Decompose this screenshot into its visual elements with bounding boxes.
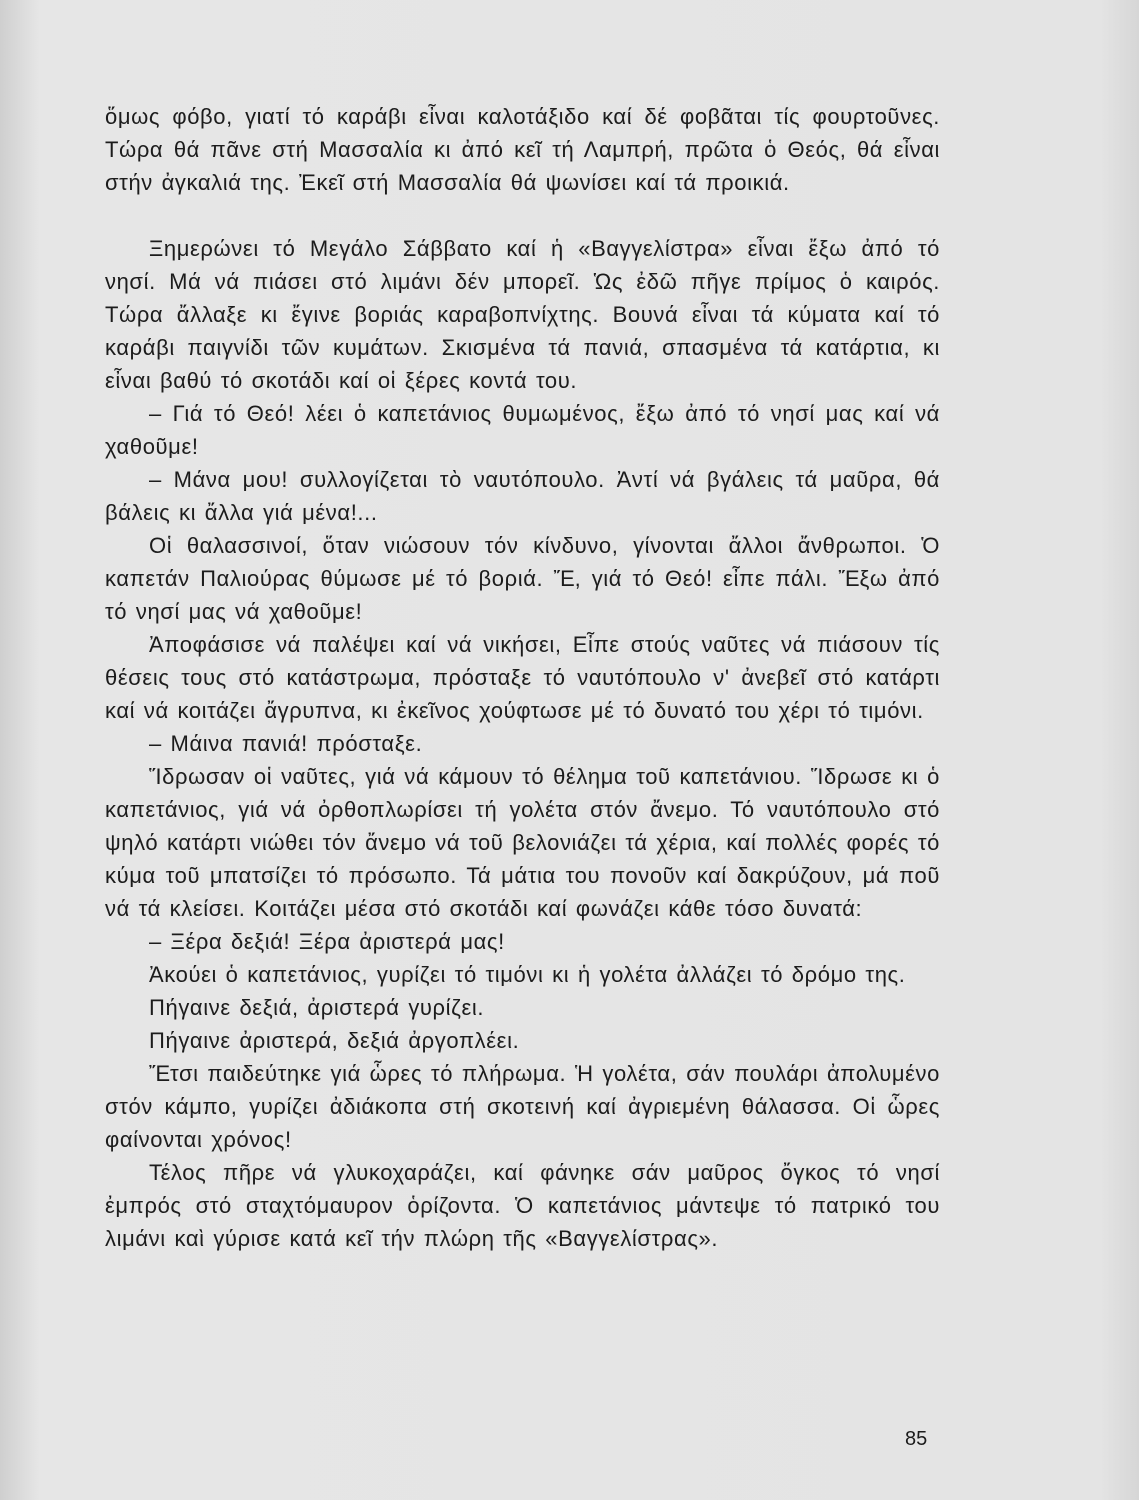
page-number: 85: [905, 1428, 928, 1450]
paragraph-7: – Μάινα πανιά! πρόσταξε.: [149, 731, 423, 756]
paragraph-12: Πήγαινε ἀριστερά, δεξιά ἀργοπλέει.: [149, 1028, 520, 1053]
paragraph-8: Ἵδρωσαν οἱ ναῦτες, γιά νά κάμουν τό θέλημα τοῦ καπετάνιου. Ἵδρωσε κι ὁ καπετάνιος, γιά νά ὀρθοπλωρίσει τή γολέτα στόν ἄνεμο. Τό ναυτόπουλο στό ψηλό κατάρτι νιώθει τόν ἄνεμο νά τοῦ βελονιάζει τά χέρια, καί πολλές φορές τό κύμα τοῦ μπατσίζει τό πρόσωπο. Τά μάτια του πονοῦν καί δακρύζουν, μά ποῦ νά τά κλείσει. Κοιτάζει μέσα στό σκοτάδι καί φωνάζει κάθε τόσο δυνατά:: [105, 764, 940, 921]
paragraph-11: Πήγαινε δεξιά, ἀριστερά γυρίζει.: [149, 995, 485, 1020]
paragraph-10: Ἀκούει ὁ καπετάνιος, γυρίζει τό τιμόνι κι ἡ γολέτα ἀλλάζει τό δρόμο της.: [149, 962, 906, 987]
paragraph-14: Τέλος πῆρε νά γλυκοχαράζει, καί φάνηκε σάν μαῦρος ὄγκος τό νησί ἐμπρός στό σταχτόμαυρον ὁρίζοντα. Ὁ καπετάνιος μάντεψε τό πατρικό του λιμάνι καὶ γύρισε κατά κεῖ τήν πλώρη τῆς «Βαγγελίστρας».: [105, 1160, 940, 1251]
paragraph-9: – Ξέρα δεξιά! Ξέρα ἀριστερά μας!: [149, 929, 505, 954]
paragraph-3: – Γιά τό Θεό! λέει ὁ καπετάνιος θυμωμένος, ἔξω ἀπό τό νησί μας καί νά χαθοῦμε!: [105, 401, 940, 459]
paragraph-4: – Μάνα μου! συλλογίζεται τὸ ναυτόπουλο. Ἀντί νά βγάλεις τά μαῦρα, θά βάλεις κι ἄλλα γιά μένα!...: [105, 467, 940, 525]
paragraph-13: Ἔτσι παιδεύτηκε γιά ὧρες τό πλήρωμα. Ἡ γολέτα, σάν πουλάρι ἀπολυμένο στόν κάμπο, γυρίζει ἀδιάκοπα στή σκοτεινή καί ἀγριεμένη θάλασσα. Οἱ ὧρες φαίνονται χρόνος!: [105, 1061, 940, 1152]
paragraph-2: Ξημερώνει τό Μεγάλο Σάββατο καί ἡ «Βαγγελίστρα» εἶναι ἔξω ἀπό τό νησί. Μά νά πιάσει στό λιμάνι δέν μπορεῖ. Ὡς ἐδῶ πῆγε πρίμος ὁ καιρός. Τώρα ἄλλαξε κι ἔγινε βοριάς καραβοπνίχτης. Βουνά εἶναι τά κύματα καί τό καράβι παιγνίδι τῶν κυμάτων. Σκισμένα τά πανιά, σπασμένα τά κατάρτια, κι εἶναι βαθύ τό σκοτάδι καί οἱ ξέρες κοντά του.: [105, 236, 940, 393]
paragraph-6: Ἀποφάσισε νά παλέψει καί νά νικήσει, Εἶπε στούς ναῦτες νά πιάσουν τίς θέσεις τους στό κατάστρωμα, πρόσταξε τό ναυτόπουλο ν' ἀνεβεῖ στό κατάρτι καί νά κοιτάζει ἄγρυπνα, κι ἐκεῖνος χούφτωσε μέ τό δυνατό του χέρι τό τιμόνι.: [105, 632, 940, 723]
paragraph-1: ὅμως φόβο, γιατί τό καράβι εἶναι καλοτάξιδο καί δέ φοβᾶται τίς φουρτοῦνες. Τώρα θά πᾶνε στή Μασσαλία κι ἀπό κεῖ τή Λαμπρή, πρῶτα ὁ Θεός, θά εἶναι στήν ἀγκαλιά της. Ἐκεῖ στή Μασσαλία θά ψωνίσει καί τά προικιά.: [105, 104, 940, 195]
paragraph-5: Οἱ θαλασσινοί, ὅταν νιώσουν τόν κίνδυνο, γίνονται ἄλλοι ἄνθρωποι. Ὁ καπετάν Παλιούρας θύμωσε μέ τό βοριά. Ἔ, γιά τό Θεό! εἶπε πάλι. Ἔξω ἀπό τό νησί μας νά χαθοῦμε!: [105, 533, 940, 624]
body-text: [105, 100, 940, 1255]
